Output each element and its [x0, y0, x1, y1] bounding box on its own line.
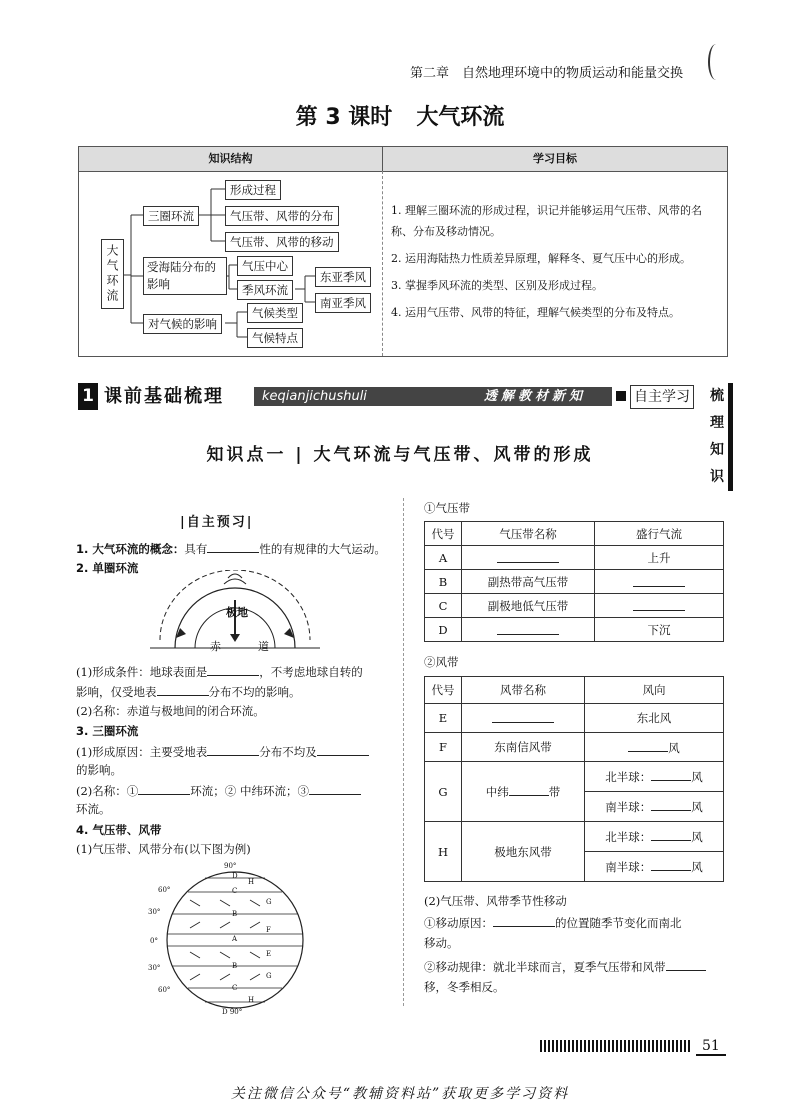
lesson-name: 大气环流 — [416, 105, 505, 130]
globe-lat-label: 60° — [158, 986, 171, 994]
cell-text: 南半球： — [605, 860, 652, 874]
cell-text: 北半球： — [605, 830, 652, 844]
pole-label: 极地 — [226, 606, 248, 619]
text: 环流；② 中纬环流；③ — [190, 784, 309, 798]
globe-lat-label: 30° — [148, 908, 161, 916]
mindmap-root: 大气环流 — [101, 239, 124, 309]
table-cell: 东北风 — [585, 704, 724, 733]
banner-slogan: 透解教材新知 — [484, 389, 587, 404]
table-row — [425, 594, 724, 618]
table-header: 气压带名称 — [462, 522, 595, 546]
table-cell — [585, 733, 724, 762]
table-row — [425, 546, 724, 570]
table-row — [425, 570, 724, 594]
answer-blank[interactable] — [317, 743, 369, 756]
table-cell — [462, 546, 595, 570]
text: ①移动原因： — [424, 916, 493, 930]
table-row — [425, 733, 724, 762]
table-cell — [595, 570, 724, 594]
table-header: 盛行气流 — [595, 522, 724, 546]
globe-letter: H — [248, 878, 255, 886]
answer-blank[interactable] — [157, 683, 209, 696]
column-separator — [403, 498, 404, 1006]
mindmap-leaf: 气候类型 — [247, 303, 303, 323]
table-cell — [462, 618, 595, 642]
table-cell — [585, 822, 724, 852]
table-cell: 下沉 — [595, 618, 724, 642]
mindmap-leaf: 气候特点 — [247, 328, 303, 348]
cell-text: 南半球： — [605, 800, 652, 814]
globe-letter: B — [232, 910, 238, 918]
table-cell: 副极地低气压带 — [462, 594, 595, 618]
equator-label-2: 道 — [258, 640, 269, 653]
answer-blank[interactable] — [207, 540, 259, 553]
q1-text: 具有 — [184, 542, 208, 556]
globe-lat-label: 90° — [224, 862, 237, 870]
table-cell — [462, 704, 585, 733]
answer-blank[interactable] — [309, 782, 361, 795]
globe-letter: A — [232, 935, 238, 943]
banner-pinyin: keqianjichushuli — [262, 389, 367, 404]
table-cell: G — [425, 762, 462, 822]
objective-item: 1. 理解三圈环流的形成过程，识记并能够运用气压带、风带的名称、分布及移动情况。 — [391, 204, 702, 238]
q4-1: (1)气压带、风带分布(以下图为例) — [76, 842, 251, 856]
cell-text: 风 — [691, 770, 703, 784]
answer-blank[interactable] — [497, 550, 559, 563]
table-cell — [462, 762, 585, 822]
q3-2-cont: 环流。 — [76, 802, 111, 816]
shift-cause — [424, 914, 682, 931]
answer-blank[interactable] — [207, 743, 259, 756]
table-cell: C — [425, 594, 462, 618]
q2-1 — [76, 663, 363, 680]
knowledge-structure-header: 知识结构 — [79, 147, 383, 172]
table-cell: 上升 — [595, 546, 724, 570]
table-cell — [595, 594, 724, 618]
lesson-title — [0, 100, 800, 131]
table-row — [425, 618, 724, 642]
mindmap-leaf: 气压带、风带的移动 — [225, 232, 339, 252]
answer-blank[interactable] — [138, 782, 190, 795]
table-cell: H — [425, 822, 462, 882]
mindmap-leaf: 东亚季风 — [315, 267, 371, 287]
mindmap-leaf: 气压中心 — [237, 256, 293, 276]
text: 影响，仅受地表 — [76, 685, 157, 699]
text: 分布不均的影响。 — [208, 685, 301, 699]
column-divider — [382, 171, 383, 356]
answer-blank[interactable] — [651, 768, 691, 781]
text: (1)形成原因：主要受地表 — [76, 745, 208, 759]
cell-text: 风 — [691, 800, 703, 814]
globe-lat-label: D 90° — [222, 1008, 243, 1016]
table-header: 风向 — [585, 677, 724, 704]
knowledge-point-title: 知识点一 | 大气环流与气压带、风带的形成 — [206, 445, 594, 465]
text: ，不考虑地球自转的 — [259, 665, 363, 679]
shift-rule — [424, 958, 706, 975]
globe-letter: D — [232, 872, 238, 880]
table-row — [425, 762, 724, 792]
globe-letter: C — [232, 984, 238, 992]
table-cell: F — [425, 733, 462, 762]
banner-tag-review: 梳理知识 — [710, 383, 733, 491]
table-cell: D — [425, 618, 462, 642]
question-3-heading: 3. 三圈环流 — [76, 724, 139, 738]
text: 的位置随季节变化而南北 — [555, 916, 682, 930]
globe-letter: E — [266, 950, 272, 958]
mindmap-branch-climate: 对气候的影响 — [143, 314, 222, 334]
table-cell: E — [425, 704, 462, 733]
section-number: 1 — [78, 383, 98, 410]
cell-text: 中纬 — [485, 785, 509, 799]
answer-blank[interactable] — [509, 783, 549, 796]
pressure-belt-table-title: ①气压带 — [424, 501, 470, 515]
cell-text: 带 — [548, 785, 561, 799]
banner-stripe — [254, 387, 612, 406]
globe-letter: C — [232, 887, 238, 895]
objective-item: 4. 运用气压带、风带的特征，理解气候类型的分布及特点。 — [391, 306, 680, 319]
table-cell — [585, 792, 724, 822]
text: (2)名称：① — [76, 784, 139, 798]
table-cell — [585, 762, 724, 792]
lesson-number: 第 3 课时 — [295, 105, 393, 130]
q3-1 — [76, 743, 369, 760]
answer-blank[interactable] — [651, 858, 691, 871]
banner-tag-self-study: 自主学习 — [630, 385, 694, 409]
q1-label: 1. 大气环流的概念： — [76, 542, 185, 556]
answer-blank[interactable] — [207, 663, 259, 676]
knowledge-structure-box — [78, 146, 728, 357]
objective-item: 2. 运用海陆热力性质差异原理，解释冬、夏气压中心的形成。 — [391, 252, 691, 265]
cell-text: 风 — [691, 860, 703, 874]
chapter-heading: 第二章 自然地理环境中的物质运动和能量交换 — [410, 66, 684, 81]
mindmap-leaf: 南亚季风 — [315, 293, 371, 313]
globe-letter: G — [266, 898, 272, 906]
mindmap-branch-land-sea: 受海陆分布的影响 — [143, 257, 227, 295]
table-cell: 副热带高气压带 — [462, 570, 595, 594]
wind-belt-table — [424, 676, 724, 882]
table-row — [425, 822, 724, 852]
q2-1-cont — [76, 683, 301, 700]
text: 分布不均及 — [259, 745, 317, 759]
table-cell: 东南信风带 — [462, 733, 585, 762]
mindmap-leaf: 气压带、风带的分布 — [225, 206, 339, 226]
globe-letter: G — [266, 972, 272, 980]
table-cell — [585, 852, 724, 882]
shift-cause-cont: 移动。 — [424, 936, 459, 950]
cell-text: 北半球： — [605, 770, 652, 784]
seasonal-shift-heading: (2)气压带、风带季节性移动 — [424, 894, 567, 908]
question-1 — [76, 540, 386, 557]
answer-blank[interactable] — [492, 710, 554, 723]
text: (1)形成条件：地球表面是 — [76, 665, 208, 679]
answer-blank[interactable] — [497, 622, 559, 635]
answer-blank[interactable] — [633, 574, 685, 587]
table-row — [425, 704, 724, 733]
globe-labels — [148, 862, 318, 1018]
table-cell: A — [425, 546, 462, 570]
globe-letter: H — [248, 996, 255, 1004]
globe-letter: B — [232, 962, 238, 970]
q1-text: 性的有规律的大气运动。 — [259, 542, 386, 556]
equator-label-1: 赤 — [210, 640, 221, 653]
table-cell: 极地东风带 — [462, 822, 585, 882]
q3-1-cont: 的影响。 — [76, 763, 122, 777]
cell-text: 风 — [691, 830, 703, 844]
question-4-heading: 4. 气压带、风带 — [76, 823, 162, 837]
answer-blank[interactable] — [651, 798, 691, 811]
table-header: 代号 — [425, 522, 462, 546]
cell-text: 风 — [668, 740, 680, 755]
table-header: 代号 — [425, 677, 462, 704]
q2-2: (2)名称：赤道与极地间的闭合环流。 — [76, 704, 265, 718]
section-title: 课前基础梳理 — [104, 386, 224, 407]
q3-2 — [76, 782, 361, 799]
answer-blank[interactable] — [633, 598, 685, 611]
text: ②移动规律：就北半球而言，夏季气压带和风带 — [424, 960, 666, 974]
globe-lat-label: 0° — [150, 937, 158, 945]
answer-blank[interactable] — [493, 914, 555, 927]
mindmap-branch-three-cell: 三圈环流 — [143, 206, 199, 226]
objective-item: 3. 掌握季风环流的类型、区别及形成过程。 — [391, 279, 603, 292]
answer-blank[interactable] — [666, 958, 706, 971]
shift-rule-cont: 移，冬季相反。 — [424, 980, 505, 994]
globe-lat-label: 30° — [148, 964, 161, 972]
wind-belt-table-title: ②风带 — [424, 655, 459, 669]
banner-marker-icon — [616, 391, 626, 401]
answer-blank[interactable] — [651, 828, 691, 841]
page-number: 51 — [696, 1038, 726, 1056]
self-preview-heading: |自主预习| — [180, 515, 254, 530]
answer-blank[interactable] — [628, 739, 668, 752]
page-number-bar — [540, 1040, 690, 1052]
footer-note: 关注微信公众号“教辅资料站”获取更多学习资料 — [230, 1086, 570, 1102]
globe-letter: F — [266, 926, 271, 934]
table-header: 风带名称 — [462, 677, 585, 704]
question-2-heading: 2. 单圈环流 — [76, 561, 139, 575]
table-cell: B — [425, 570, 462, 594]
learning-objectives — [391, 200, 721, 329]
page-edge-bracket — [708, 44, 724, 80]
globe-lat-label: 60° — [158, 886, 171, 894]
pressure-belt-table — [424, 521, 724, 642]
mindmap-leaf: 形成过程 — [225, 180, 281, 200]
mindmap-leaf: 季风环流 — [237, 280, 293, 300]
learning-goals-header: 学习目标 — [383, 147, 727, 172]
